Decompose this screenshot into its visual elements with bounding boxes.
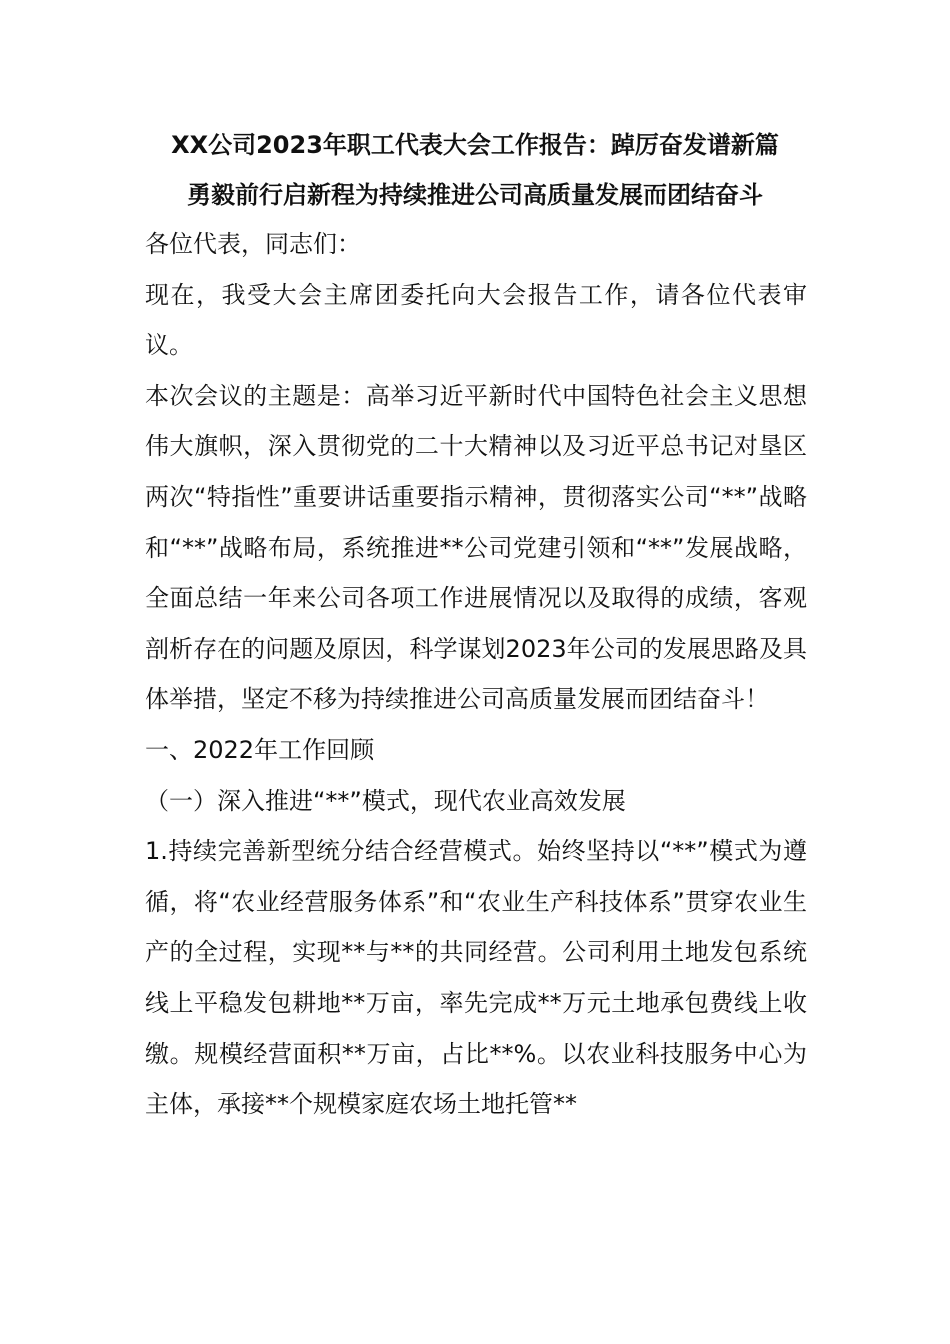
document-title-line-2: 勇毅前行启新程为持续推进公司高质量发展而团结奋斗 xyxy=(187,181,763,209)
body-paragraph: 本次会议的主题是：高举习近平新时代中国特色社会主义思想伟大旗帜，深入贯彻党的二十大精神以及习近平总书记对垦区两次“特指性”重要讲话重要指示精神，贯彻落实公司“**”战略和“**”战略布局，系统推进**公司党建引领和“**”发展战略，全面总结一年来公司各项工作进展情况以及取得的成绩，客观剖析存在的问题及原因，科学谋划2023年公司的发展思路及具体举措，坚定不移为持续推进公司高质量发展而团结奋斗！ xyxy=(145,381,807,714)
body-paragraph: 现在，我受大会主席团委托向大会报告工作，请各位代表审议。 xyxy=(145,280,807,360)
salutation-paragraph: 各位代表，同志们： xyxy=(145,230,361,258)
section-heading: 一、2022年工作回顾 xyxy=(145,735,375,764)
body-paragraph: 1.持续完善新型统分结合经营模式。始终坚持以“**”模式为遵循，将“农业经营服务体系”和“农业生产科技体系”贯穿农业生产的全过程，实现**与**的共同经营。公司利用土地发包系统线上平稳发包耕地**万亩，率先完成**万元土地承包费线上收缴。规模经营面积**万亩，占比**%。以农业科技服务中心为主体，承接**个规模家庭农场土地托管** xyxy=(145,837,807,1119)
subsection-heading: （一）深入推进“**”模式，现代农业高效发展 xyxy=(145,786,626,815)
document-body xyxy=(145,219,807,1130)
document-title-line-1: XX公司2023年职工代表大会工作报告：踔厉奋发谱新篇 xyxy=(171,131,779,159)
